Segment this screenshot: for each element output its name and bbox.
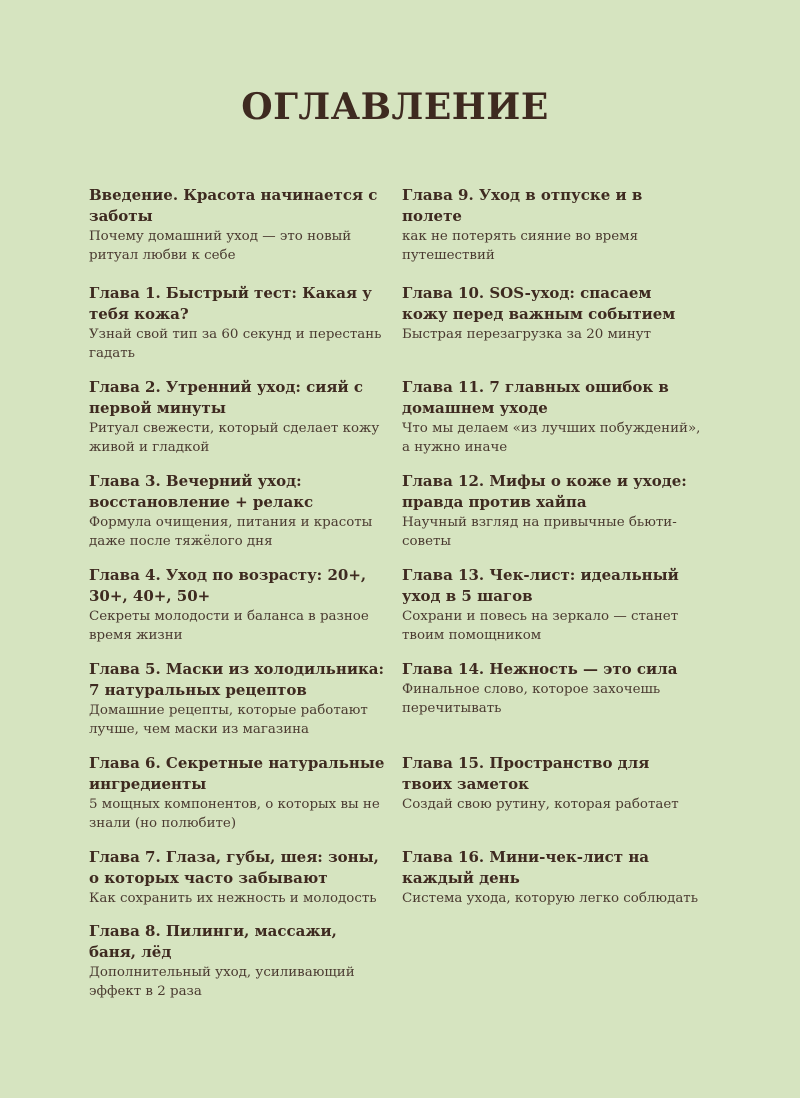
toc-entry[interactable] — [402, 659, 702, 718]
toc-entry[interactable] — [89, 377, 385, 457]
toc-entry-title: Глава 10. SOS-уход: спасаем кожу перед важным событием — [402, 284, 676, 323]
toc-entry-desc: Система ухода, которую легко соблюдать — [402, 891, 699, 906]
toc-entry[interactable] — [89, 847, 385, 908]
toc-entry-title: Глава 11. 7 главных ошибок в домашнем уходе — [402, 378, 669, 417]
page-title: ОГЛАВЛЕНИЕ — [241, 86, 549, 128]
toc-entry-title: Глава 1. Быстрый тест: Какая у тебя кожа? — [89, 284, 372, 323]
toc-entry-desc: Домашние рецепты, которые работают лучше, чем маски из магазина — [89, 703, 368, 737]
toc-entry[interactable] — [89, 471, 385, 551]
toc-entry[interactable] — [89, 921, 385, 1001]
toc-entry-title: Глава 5. Маски из холодильника: 7 натуральных рецептов — [89, 660, 385, 699]
toc-entry-desc: Как сохранить их нежность и молодость — [89, 891, 377, 906]
toc-entry[interactable] — [402, 283, 702, 344]
toc-entry-desc: Финальное слово, которое захочешь перечитывать — [402, 682, 661, 716]
toc-entry[interactable] — [89, 659, 385, 739]
toc-entry[interactable] — [402, 185, 702, 265]
toc-entry-desc: Почему домашний уход — это новый ритуал любви к себе — [89, 229, 352, 263]
toc-entry[interactable] — [402, 565, 702, 645]
toc-entry-title: Глава 4. Уход по возрасту: 20+, 30+, 40+, 50+ — [89, 566, 367, 605]
toc-entry-desc: Создай свою рутину, которая работает — [402, 797, 679, 812]
toc-entry[interactable] — [89, 565, 385, 645]
toc-entry-desc: как не потерять сияние во время путешествий — [402, 229, 639, 263]
toc-entry[interactable] — [89, 283, 385, 363]
toc-entry-title: Глава 8. Пилинги, массажи, баня, лёд — [89, 922, 337, 961]
toc-entry[interactable] — [402, 471, 702, 551]
toc-entry-desc: Узнай свой тип за 60 секунд и перестань гадать — [89, 327, 382, 361]
toc-entry-desc: Дополнительный уход, усиливающий эффект в 2 раза — [89, 965, 355, 999]
toc-entry-desc: Ритуал свежести, который сделает кожу живой и гладкой — [89, 421, 380, 455]
toc-entry-desc: Быстрая перезагрузка за 20 минут — [402, 327, 652, 342]
toc-entry-desc: Формула очищения, питания и красоты даже после тяжёлого дня — [89, 515, 373, 549]
toc-entry[interactable] — [89, 185, 385, 265]
toc-entry-title: Глава 14. Нежность — это сила — [402, 660, 678, 678]
toc-entry-title: Глава 9. Уход в отпуске и в полете — [402, 186, 643, 225]
toc-entry-desc: Сохрани и повесь на зеркало — станет твоим помощником — [402, 609, 679, 643]
toc-entry-title: Глава 16. Мини-чек-лист на каждый день — [402, 848, 650, 887]
toc-entry-title: Глава 12. Мифы о коже и уходе: правда против хайпа — [402, 472, 687, 511]
toc-entry[interactable] — [402, 377, 702, 457]
toc-entry-title: Введение. Красота начинается с заботы — [89, 186, 378, 225]
toc-entry-title: Глава 2. Утренний уход: сияй с первой минуты — [89, 378, 363, 417]
toc-entry-title: Глава 3. Вечерний уход: восстановление + релакс — [89, 472, 314, 511]
toc-entry-desc: 5 мощных компонентов, о которых вы не знали (но полюбите) — [89, 797, 380, 831]
toc-entry[interactable] — [89, 753, 385, 833]
toc-entry-title: Глава 13. Чек-лист: идеальный уход в 5 шагов — [402, 566, 679, 605]
toc-entry-desc: Секреты молодости и баланса в разное время жизни — [89, 609, 369, 643]
toc-entry[interactable] — [402, 753, 702, 814]
toc-entry-title: Глава 7. Глаза, губы, шея: зоны, о которых часто забывают — [89, 848, 379, 887]
toc-entry-title: Глава 15. Пространство для твоих заметок — [402, 754, 650, 793]
toc-entry-title: Глава 6. Секретные натуральные ингредиенты — [89, 754, 385, 793]
toc-entry[interactable] — [402, 847, 702, 908]
toc-entry-desc: Что мы делаем «из лучших побуждений», а нужно иначе — [402, 421, 701, 455]
toc-entry-desc: Научный взгляд на привычные бьюти-советы — [402, 515, 677, 549]
